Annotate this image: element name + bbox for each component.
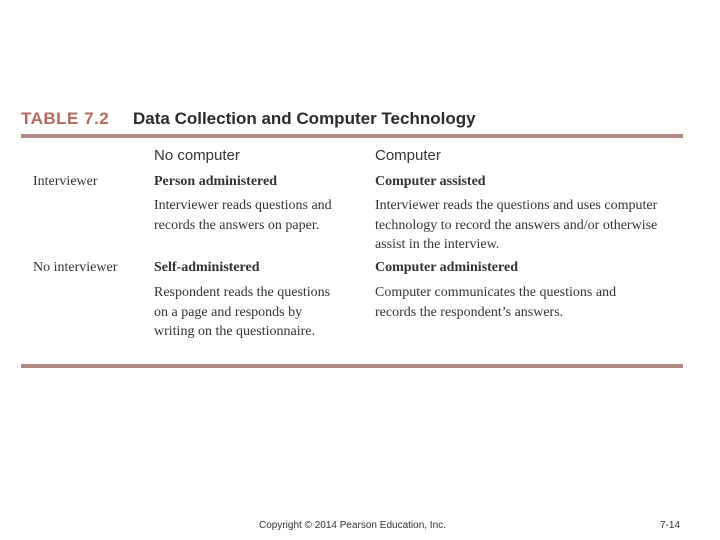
cell-description-computer-administered: Computer communicates the questions and records the respondent’s answers. xyxy=(375,285,617,320)
table-label: TABLE 7.2 xyxy=(21,109,110,128)
table-bottom-rule xyxy=(21,364,683,368)
cell-description-self-administered: Respondent reads the questions on a page and responds by writing on the questionnaire. xyxy=(154,285,331,339)
row-label-no-interviewer: No interviewer xyxy=(33,260,118,275)
cell-heading-self-administered: Self-administered xyxy=(154,260,260,275)
column-header-no-computer: No computer xyxy=(154,147,240,164)
cell-heading-computer-assisted: Computer assisted xyxy=(375,174,486,189)
page-number: 7-14 xyxy=(660,520,681,531)
table-top-rule xyxy=(21,134,683,138)
cell-heading-computer-administered: Computer administered xyxy=(375,260,518,275)
row-label-interviewer: Interviewer xyxy=(33,174,98,189)
cell-description-computer-assisted: Interviewer reads the questions and uses computer technology to record the answers and/or otherwise assist in the interview. xyxy=(375,198,658,252)
column-header-computer: Computer xyxy=(375,147,441,164)
table-title: Data Collection and Computer Technology xyxy=(133,109,476,128)
copyright-text: Copyright © 2014 Pearson Education, Inc. xyxy=(259,520,446,531)
cell-description-person-administered: Interviewer reads questions and records the answers on paper. xyxy=(154,198,332,233)
cell-heading-person-administered: Person administered xyxy=(154,174,278,189)
